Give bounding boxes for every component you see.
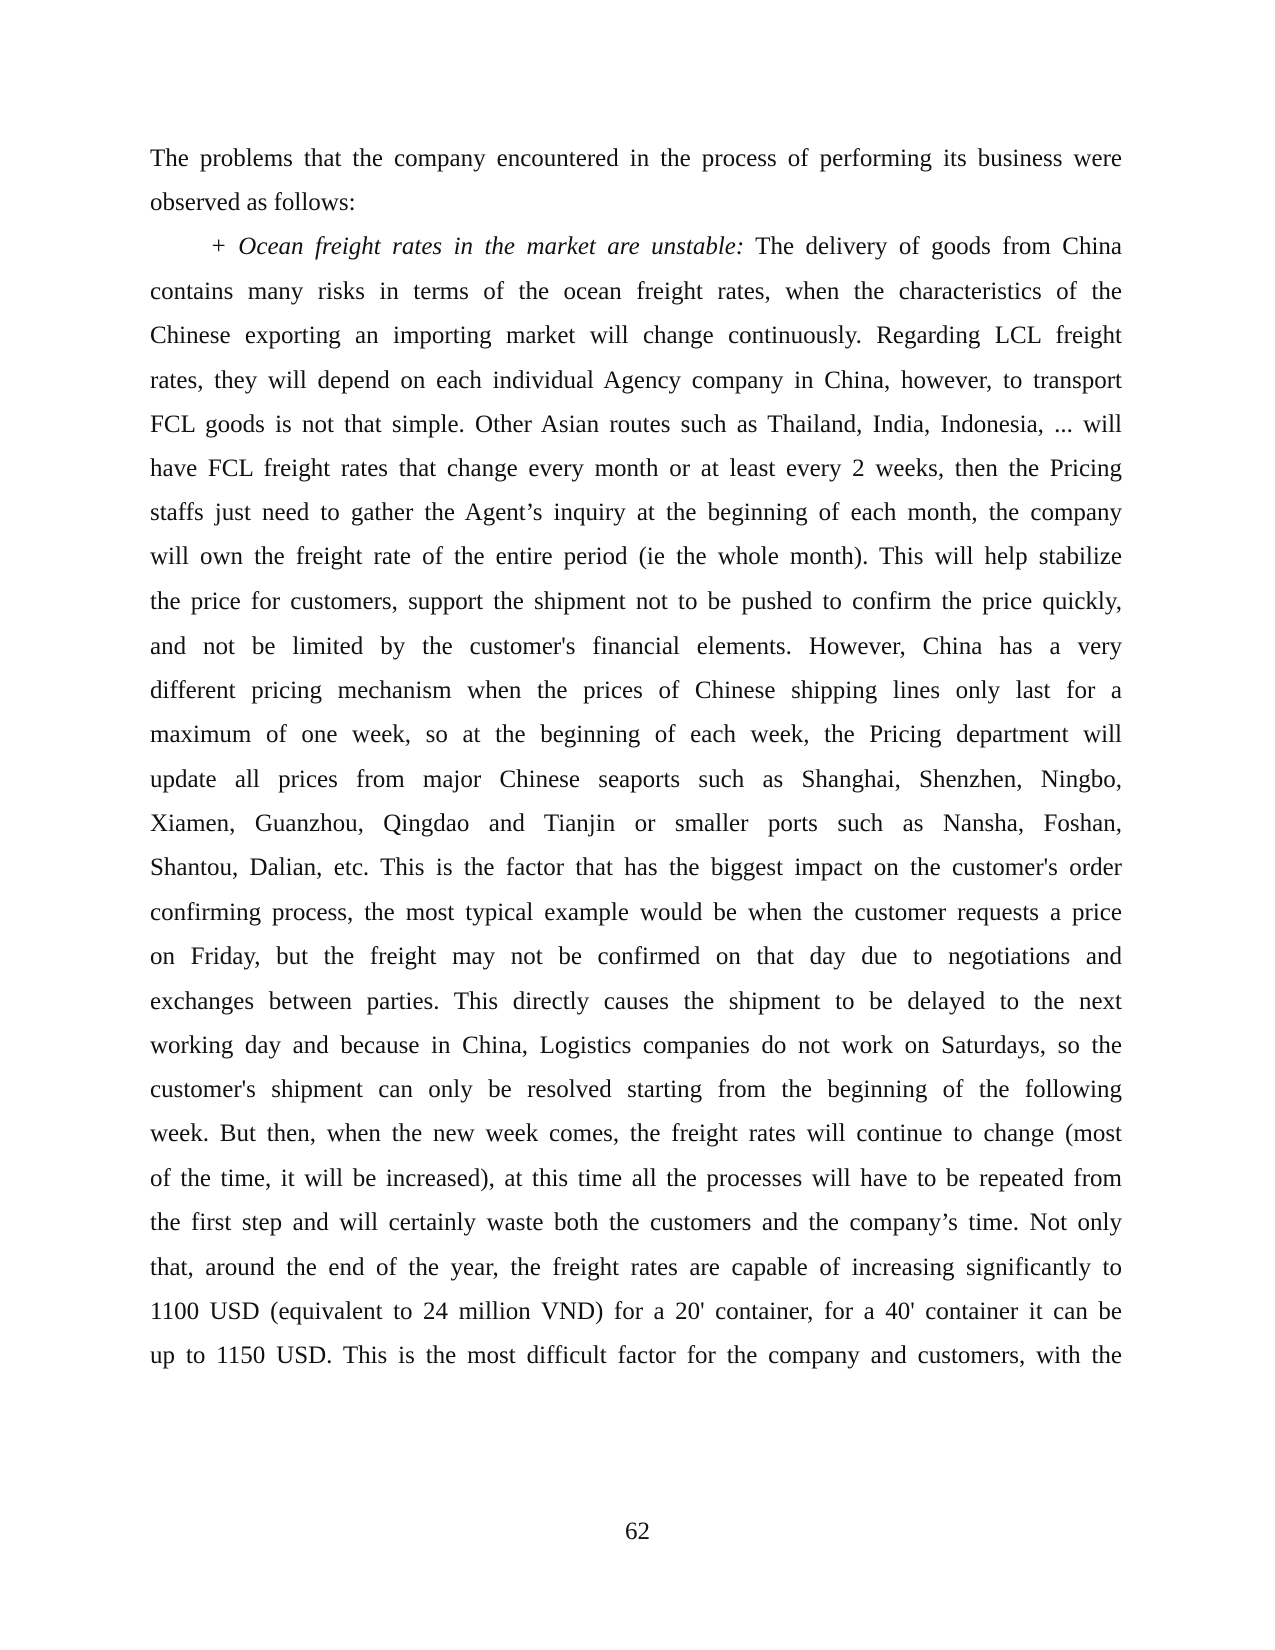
paragraph-line: different pricing mechanism when the prices of Chinese shipping lines only last for a — [150, 677, 1122, 704]
paragraph-line: rates, they will depend on each individual Agency company in China, however, to transport — [150, 367, 1122, 394]
paragraph-line: staffs just need to gather the Agent’s inquiry at the beginning of each month, the company — [150, 499, 1122, 526]
bullet-line — [210, 231, 1122, 263]
paragraph-line: and not be limited by the customer's financial elements. However, China has a very — [150, 633, 1122, 660]
paragraph-line: FCL goods is not that simple. Other Asian routes such as Thailand, India, Indonesia, ... will — [150, 411, 1122, 438]
paragraph-line: the first step and will certainly waste both the customers and the company’s time. Not only — [150, 1209, 1122, 1236]
paragraph-line: Xiamen, Guanzhou, Qingdao and Tianjin or smaller ports such as Nansha, Foshan, — [150, 810, 1122, 837]
bullet-heading: + Ocean freight rates in the market are unstable: — [210, 233, 745, 260]
paragraph-line: up to 1150 USD. This is the most difficult factor for the company and customers, with the — [150, 1342, 1122, 1369]
paragraph-line: working day and because in China, Logistics companies do not work on Saturdays, so the — [150, 1032, 1122, 1059]
paragraph-line: exchanges between parties. This directly causes the shipment to be delayed to the next — [150, 988, 1122, 1015]
paragraph-line: on Friday, but the freight may not be confirmed on that day due to negotiations and — [150, 943, 1122, 970]
paragraph-line: the price for customers, support the shipment not to be pushed to confirm the price quickly, — [150, 588, 1122, 615]
paragraph-line: observed as follows: — [150, 189, 356, 216]
page-number: 62 — [625, 1518, 650, 1545]
paragraph-line: will own the freight rate of the entire period (ie the whole month). This will help stabilize — [150, 543, 1122, 570]
paragraph-line: customer's shipment can only be resolved starting from the beginning of the following — [150, 1076, 1122, 1103]
paragraph-line: maximum of one week, so at the beginning of each week, the Pricing department will — [150, 721, 1122, 748]
paragraph-line: that, around the end of the year, the freight rates are capable of increasing significantly to — [150, 1254, 1122, 1281]
paragraph-line: have FCL freight rates that change every month or at least every 2 weeks, then the Pricing — [150, 455, 1122, 482]
paragraph-line: of the time, it will be increased), at this time all the processes will have to be repeated from — [150, 1165, 1122, 1192]
bullet-text: The delivery of goods from China — [744, 233, 1122, 260]
paragraph-line: contains many risks in terms of the ocean freight rates, when the characteristics of the — [150, 278, 1122, 305]
paragraph-line: week. But then, when the new week comes, the freight rates will continue to change (most — [150, 1120, 1122, 1147]
paragraph-line: The problems that the company encountered in the process of performing its business were — [150, 145, 1122, 172]
paragraph-line: Shantou, Dalian, etc. This is the factor that has the biggest impact on the customer's order — [150, 854, 1122, 881]
paragraph-line: update all prices from major Chinese seaports such as Shanghai, Shenzhen, Ningbo, — [150, 766, 1122, 793]
paragraph-line: 1100 USD (equivalent to 24 million VND) for a 20' container, for a 40' container it can be — [150, 1298, 1122, 1325]
paragraph-line: confirming process, the most typical example would be when the customer requests a price — [150, 899, 1122, 926]
paragraph-line: Chinese exporting an importing market will change continuously. Regarding LCL freight — [150, 322, 1122, 349]
